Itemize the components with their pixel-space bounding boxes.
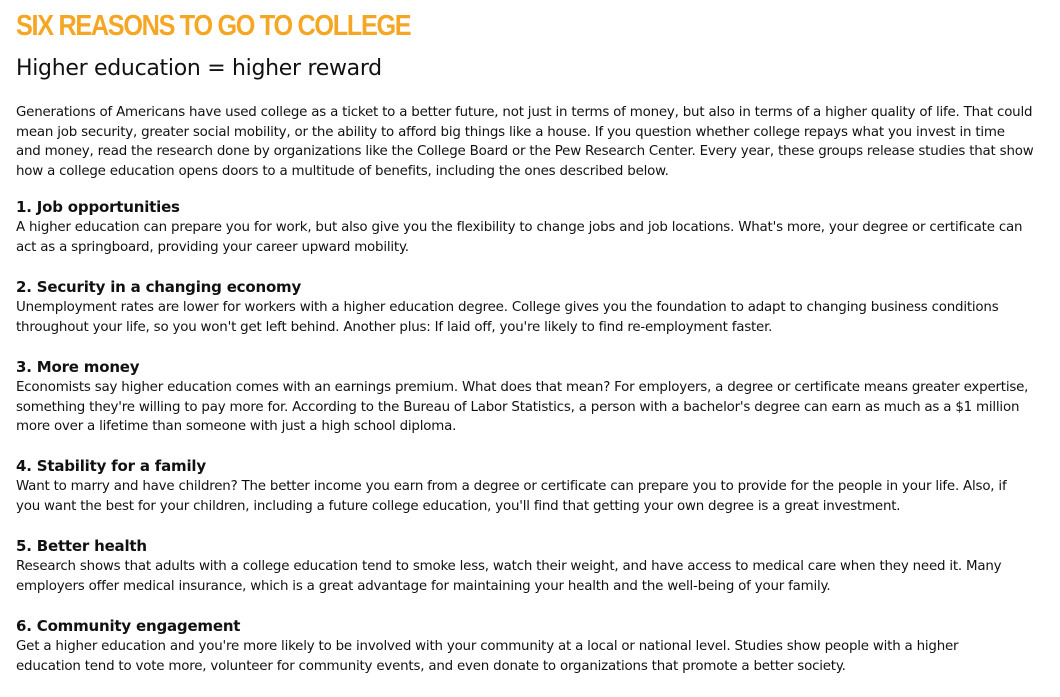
section-body-line: more over a lifetime than someone with just a high school diploma. [16,419,457,434]
section-heading: 4. Stability for a family [16,457,206,475]
section-body-line: employers offer medical insurance, which is a great advantage for maintaining your health and the well-being of your family. [16,578,831,594]
page-kicker: SIX REASONS TO GO TO COLLEGE [16,10,411,42]
section-body-line: Get a higher education and you're more likely to be involved with your community at a local or national level. Studies show people with a higher [16,639,959,654]
intro-line: Generations of Americans have used college as a ticket to a better future, not just in terms of money, but also in terms of a higher quality of life. That could [16,105,1033,120]
section-more-money [16,357,1046,437]
section-heading: 6. Community engagement [16,617,241,635]
section-body-line: you want the best for your children, including a future college education, you'll find that getting your own degree is a great investment. [16,498,901,514]
page-title: Higher education = higher reward [16,56,382,81]
intro-paragraph [16,103,1046,181]
section-heading: 3. More money [16,358,140,376]
section-body-line: throughout your life, so you won't get left behind. Another plus: If laid off, you're likely to find re-employment faster. [16,319,773,335]
section-job-opportunities [16,197,1046,257]
section-body-line: Unemployment rates are lower for workers with a higher education degree. College gives you the foundation to adapt to changing business conditions [16,300,999,315]
section-body-line: Economists say higher education comes with an earnings premium. What does that mean? For employers, a degree or certificate means greater expertise, [16,380,1029,395]
section-heading: 1. Job opportunities [16,198,180,216]
intro-line: mean job security, greater social mobility, or the ability to afford big things like a house. If you question whether college repays what you invest in time [16,124,1005,140]
section-heading: 2. Security in a changing economy [16,278,302,296]
section-family-stability [16,456,1046,516]
section-body-line: Research shows that adults with a college education tend to smoke less, watch their weight, and have access to medical care when they need it. Many [16,559,1002,574]
section-body-line: Want to marry and have children? The better income you earn from a degree or certificate can prepare you to provide for the people in your life. Also, if [16,479,1007,494]
intro-line: how a college education opens doors to a multitude of benefits, including the ones described below. [16,163,669,179]
section-body-line: act as a springboard, providing your career upward mobility. [16,239,409,255]
intro-line: and money, read the research done by organizations like the College Board or the Pew Research Center. Every year, these groups release studies that show [16,144,1034,159]
section-body-line: something they're willing to pay more for. According to the Bureau of Labor Statistics, a person with a bachelor's degree can earn as much as a $1 million [16,399,1020,415]
section-better-health [16,536,1046,596]
section-body-line: A higher education can prepare you for work, but also give you the flexibility to change jobs and job locations. What's more, your degree or certificate can [16,220,1023,235]
section-security [16,277,1046,337]
section-community-engagement [16,616,1046,676]
section-heading: 5. Better health [16,537,147,555]
section-body-line: education tend to vote more, volunteer for community events, and even donate to organizations that promote a better society. [16,658,846,674]
